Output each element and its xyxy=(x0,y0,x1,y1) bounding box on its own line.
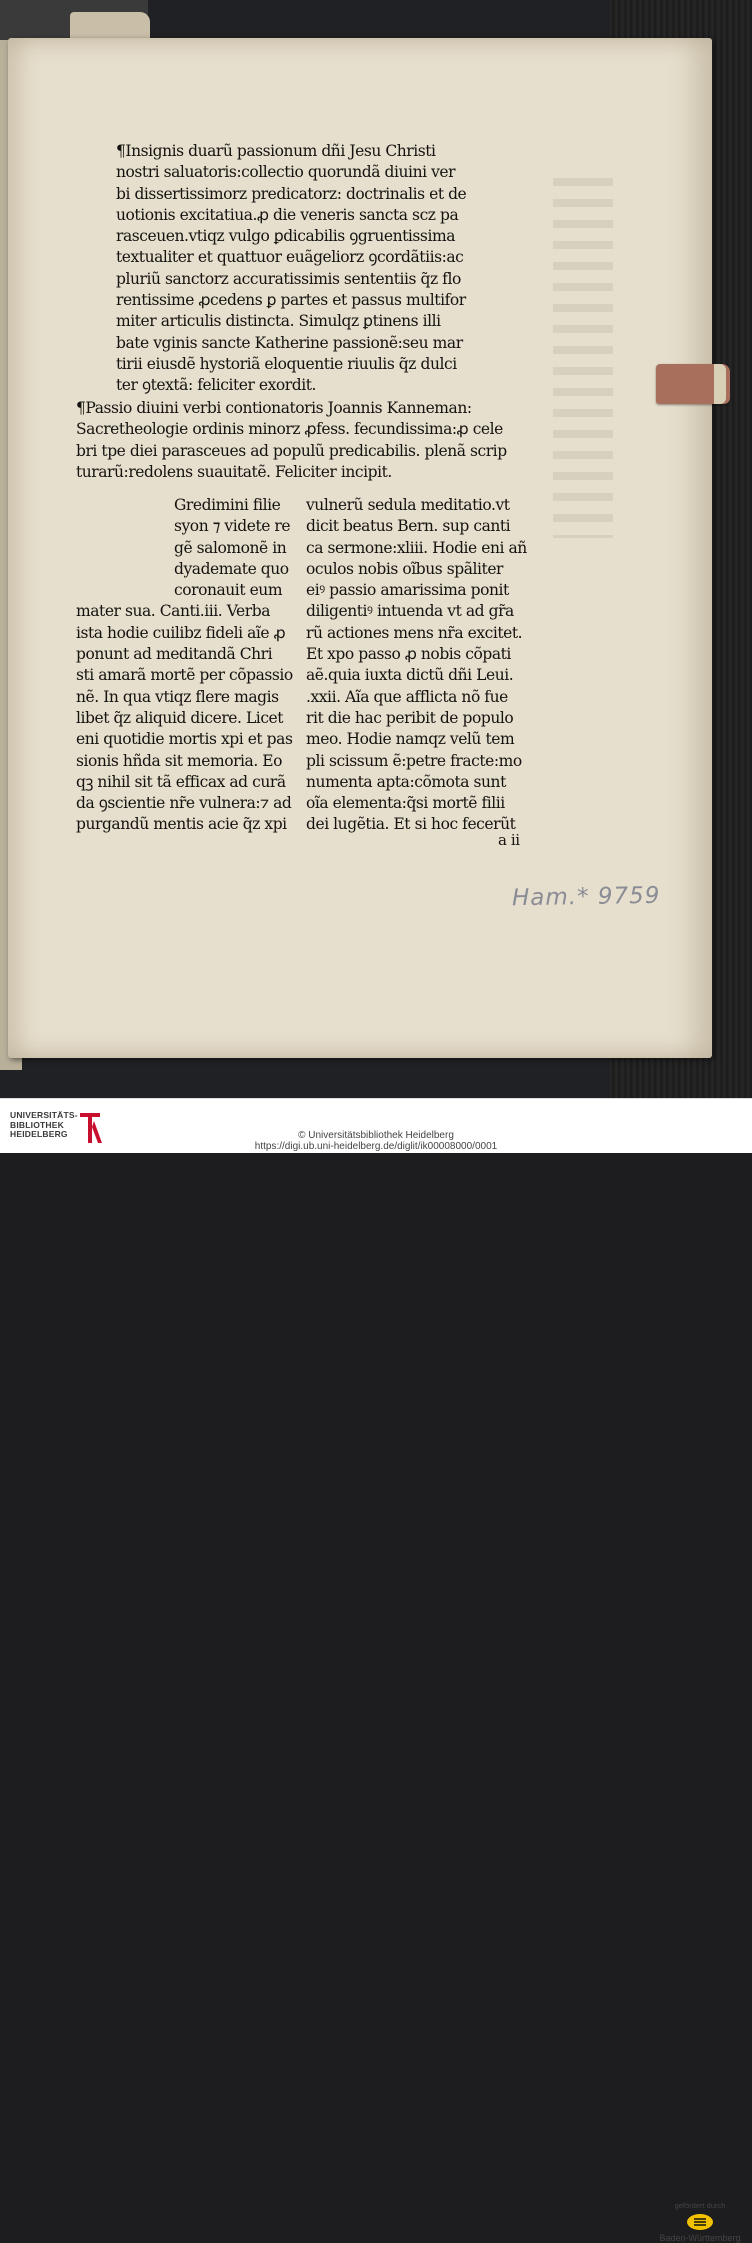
text-line: miter articulis distincta. Simulqz ꝑtinens illi xyxy=(116,312,441,331)
text-line: rasceuen.vtiqz vulgo ꝑdicabilis ꝯgruentissima xyxy=(116,227,455,246)
text-line: diligentiꝰ intuenda vt ad gr̃a xyxy=(306,602,514,621)
page-viewer xyxy=(0,0,752,1098)
text-line: dei lugẽtia. Et si hoc fecerũt xyxy=(306,815,516,834)
text-line: ter ꝯtextã: feliciter exordit. xyxy=(116,376,316,395)
baden-wuerttemberg-emblem-icon xyxy=(686,2213,714,2231)
text-line: Sacretheologie ordinis minorz ꝓfess. fecundissima:ꝓ cele xyxy=(76,420,503,439)
text-line: pluriũ sanctorz accuratissimis sententiis q̃z flo xyxy=(116,269,461,288)
text-line: aẽ.quia iuxta dictũ dñi Leui. xyxy=(306,666,514,685)
right-text-column xyxy=(306,495,534,836)
text-line: Et xpo passo ꝓ nobis cõpati xyxy=(306,645,511,664)
sponsor-name: Baden-Württemberg xyxy=(659,2233,741,2243)
text-line: ponunt ad meditandã Chri xyxy=(76,645,273,664)
logo-line: UNIVERSITÄTS- xyxy=(10,1110,78,1120)
text-line: dicit beatus Bern. sup canti xyxy=(306,517,511,536)
text-line: nẽ. In qua vtiqz flere magis xyxy=(76,687,279,706)
text-line: ista hodie cuilibz fideli aĩe ꝓ xyxy=(76,623,286,642)
copyright-text: © Universitätsbibliothek Heidelberg xyxy=(298,1130,454,1141)
page-tab-marker xyxy=(656,364,730,404)
text-line: nostri saluatoris:collectio quorundã diuini ver xyxy=(116,163,456,182)
text-line: da ꝯscientie nr̃e vulnera:⁊ ad xyxy=(76,794,292,813)
text-line: oculos nobis oĩbus spãliter xyxy=(306,559,504,578)
left-text-column xyxy=(76,495,296,836)
text-line: gẽ salomonẽ in xyxy=(174,538,287,557)
catchword-signature: a ii xyxy=(498,831,520,849)
text-line: vulnerũ sedula meditatio.vt xyxy=(306,496,510,514)
text-line: sionis hñda sit memoria. Eo xyxy=(76,751,283,770)
book-back-edge xyxy=(0,0,148,40)
text-line: libet q̃z aliquid dicere. Licet xyxy=(76,708,284,727)
text-line: turarũ:redolens suauitatẽ. Feliciter incipit. xyxy=(76,462,392,481)
copyright-notice xyxy=(0,1130,752,1152)
incipit-text-block xyxy=(76,398,536,483)
text-line: bi dissertissimorz predicatorz: doctrinalis et de xyxy=(116,184,467,203)
permalink-url[interactable]: https://digi.ub.uni-heidelberg.de/diglit/ik00008000/0001 xyxy=(254,1141,498,1152)
ink-bleed-through xyxy=(553,178,613,538)
text-line: eni quotidie mortis xpi et pas xyxy=(76,730,293,749)
text-line: uotionis excitatiua.ꝓ die veneris sancta scz pa xyxy=(116,205,459,224)
logo-line: HEIDELBERG xyxy=(10,1129,68,1139)
text-line: ¶Insignis duarũ passionum dñi Jesu Christi xyxy=(116,142,436,160)
text-line: bate vginis sancte Katherine passionẽ:seu mar xyxy=(116,333,463,352)
sponsor-label: gefördert durch xyxy=(674,2201,726,2210)
text-line: ¶Passio diuini verbi contionatoris Joannis Kanneman: xyxy=(76,399,472,417)
text-line: Gredimini filie xyxy=(174,496,281,514)
text-line: rit die hac peribit de populo xyxy=(306,708,514,727)
text-line: pli scissum ẽ:petre fracte:mo xyxy=(306,751,522,770)
text-line: bri tpe diei parasceues ad populũ predicabilis. plenã scrip xyxy=(76,441,507,460)
text-line: ca sermone:xliii. Hodie eni añ xyxy=(306,538,527,557)
text-line: eiꝰ passio amarissima ponit xyxy=(306,581,509,600)
text-line: dyademate quo xyxy=(174,559,289,578)
text-line: meo. Hodie namqz velũ tem xyxy=(306,730,515,749)
logo-line: BIBLIOTHEK xyxy=(10,1119,64,1130)
intro-text-block xyxy=(116,141,486,397)
text-line: .xxii. Aĩa que afflicta nõ fue xyxy=(306,687,508,706)
text-line: numenta apta:cõmota sunt xyxy=(306,772,506,791)
text-line: syon ⁊ videte re xyxy=(174,517,291,536)
text-line: sti amarã mortẽ per cõpassio xyxy=(76,666,293,685)
text-line: qꝫ nihil sit tã efficax ad curã xyxy=(76,772,286,791)
text-line: rentissime ꝓcedens ꝑ partes et passus multifor xyxy=(116,291,466,310)
text-line: textualiter et quattuor euãgeliorz ꝯcordãtiis:ac xyxy=(116,248,464,267)
pencil-shelfmark: Ham.* 9759 xyxy=(511,882,661,912)
book-spine xyxy=(70,12,150,38)
text-line: rũ actiones mens nr̃a excitet. xyxy=(306,623,523,642)
sponsor-block[interactable] xyxy=(652,2201,748,2243)
text-line: coronauit eum xyxy=(174,581,283,600)
text-line: purgandũ mentis acie q̃z xpi xyxy=(76,815,287,834)
text-line: oĩa elementa:q̃si mortẽ filii xyxy=(306,794,505,813)
text-line: mater sua. Canti.iii. Verba xyxy=(76,602,270,621)
text-line: tirii eiusdẽ hystoriã eloquentie riuulis q̃z dulci xyxy=(116,354,457,373)
